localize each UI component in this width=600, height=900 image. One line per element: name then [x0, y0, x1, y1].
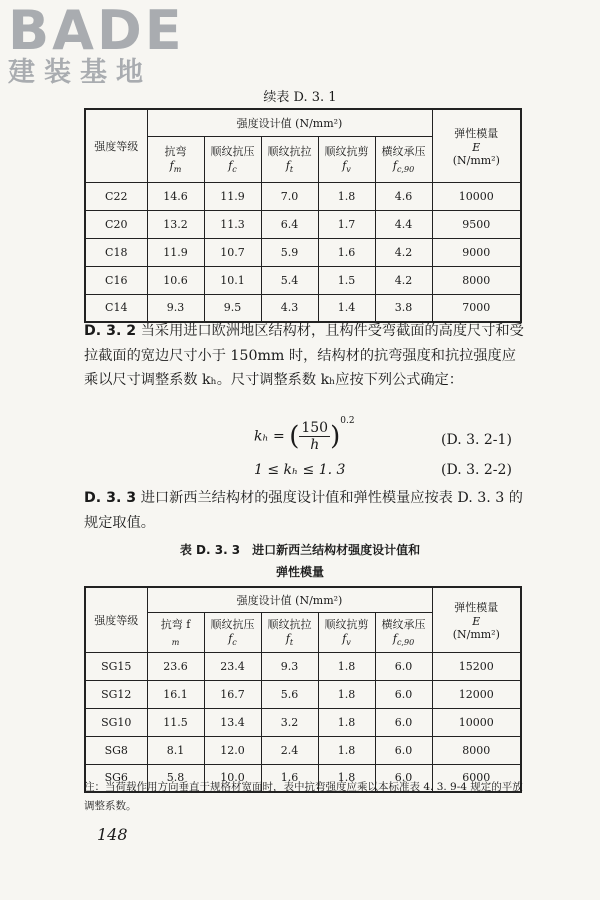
clause-number: D. 3. 2 — [84, 323, 137, 339]
grade-cell: SG8 — [85, 736, 147, 764]
value-cell: 7000 — [432, 294, 521, 322]
table-row — [85, 680, 521, 708]
column-header: 横纹承压 $f_{c,90}$ — [375, 136, 432, 182]
value-cell: 10000 — [432, 182, 521, 210]
value-cell: 5.4 — [261, 266, 318, 294]
value-cell: 10.0 — [204, 764, 261, 792]
value-cell: 1.4 — [318, 294, 375, 322]
table-row — [85, 708, 521, 736]
table-row — [85, 266, 521, 294]
column-header: 顺纹抗剪 $f_v$ — [318, 612, 375, 652]
formula-d32-2-label: (D. 3. 2-2) — [441, 462, 512, 478]
value-cell: 16.7 — [204, 680, 261, 708]
value-cell: 10000 — [432, 708, 521, 736]
table2-caption-line2: 弹性模量 — [275, 565, 324, 579]
value-cell: 4.2 — [375, 266, 432, 294]
table-row — [85, 238, 521, 266]
value-cell: 6.0 — [375, 736, 432, 764]
grade-cell: C20 — [85, 210, 147, 238]
value-cell: 11.3 — [204, 210, 261, 238]
value-cell: 23.6 — [147, 652, 204, 680]
logo-wordmark: BADE — [8, 0, 185, 62]
modulus-header: 弹性模量 E (N/mm²) — [432, 109, 521, 182]
clause-d33 — [84, 486, 524, 535]
page-number: 148 — [97, 825, 128, 844]
table1-caption: 续表 D. 3. 1 — [263, 90, 337, 105]
value-cell: 1.8 — [318, 736, 375, 764]
value-cell: 6000 — [432, 764, 521, 792]
column-header: 顺纹抗压 $f_c$ — [204, 612, 261, 652]
value-cell: 3.2 — [261, 708, 318, 736]
grade-cell: SG12 — [85, 680, 147, 708]
value-cell: 10.6 — [147, 266, 204, 294]
value-cell: 5.8 — [147, 764, 204, 792]
table2 — [84, 586, 522, 793]
value-cell: 9.3 — [261, 652, 318, 680]
value-cell: 7.0 — [261, 182, 318, 210]
clause-d32 — [84, 319, 524, 393]
strength-header: 强度设计值 (N/mm²) — [147, 587, 432, 612]
value-cell: 6.0 — [375, 652, 432, 680]
value-cell: 1.8 — [318, 764, 375, 792]
value-cell: 1.8 — [318, 652, 375, 680]
value-cell: 4.6 — [375, 182, 432, 210]
value-cell: 8000 — [432, 266, 521, 294]
value-cell: 4.2 — [375, 238, 432, 266]
grade-header: 强度等级 — [85, 587, 147, 652]
value-cell: 1.8 — [318, 680, 375, 708]
formula-d32-1: kₕ = ( $\frac{150}{h}$ )$^{0.2}$ — [254, 415, 355, 453]
value-cell: 1.6 — [318, 238, 375, 266]
value-cell: 13.4 — [204, 708, 261, 736]
formula-d32-1-label: (D. 3. 2-1) — [441, 432, 512, 448]
clause-number: D. 3. 3 — [84, 490, 137, 506]
table2-note: 注：当荷载作用方向垂直于规格材宽面时，表中抗弯强度应乘以本标准表 4. 3. 9-4 规定的平放调整系数。 — [84, 781, 523, 812]
grade-cell: C16 — [85, 266, 147, 294]
value-cell: 6.4 — [261, 210, 318, 238]
value-cell: 1.8 — [318, 708, 375, 736]
grade-header: 强度等级 — [85, 109, 147, 182]
table-row — [85, 294, 521, 322]
value-cell: 8.1 — [147, 736, 204, 764]
modulus-header: 弹性模量 E (N/mm²) — [432, 587, 521, 652]
value-cell: 11.5 — [147, 708, 204, 736]
value-cell: 11.9 — [204, 182, 261, 210]
column-header: 顺纹抗拉 $f_t$ — [261, 612, 318, 652]
value-cell: 9500 — [432, 210, 521, 238]
grade-cell: SG15 — [85, 652, 147, 680]
table-row — [85, 182, 521, 210]
clause-text: 当采用进口欧洲地区结构材，且构件受弯截面的高度尺寸和受拉截面的宽边尺寸小于 150mm 时，结构材的抗弯强度和抗拉强度应乘以尺寸调整系数 kₕ。尺寸调整系数 kₕ应按下列公式确定： — [84, 323, 524, 388]
value-cell: 4.4 — [375, 210, 432, 238]
value-cell: 11.9 — [147, 238, 204, 266]
column-header: 横纹承压 $f_{c,90}$ — [375, 612, 432, 652]
value-cell: 1.5 — [318, 266, 375, 294]
grade-cell: SG6 — [85, 764, 147, 792]
table-row — [85, 210, 521, 238]
value-cell: 16.1 — [147, 680, 204, 708]
value-cell: 1.7 — [318, 210, 375, 238]
value-cell: 12000 — [432, 680, 521, 708]
column-header: 顺纹抗压 $f_c$ — [204, 136, 261, 182]
value-cell: 9000 — [432, 238, 521, 266]
value-cell: 3.8 — [375, 294, 432, 322]
grade-cell: SG10 — [85, 708, 147, 736]
value-cell: 5.9 — [261, 238, 318, 266]
value-cell: 6.0 — [375, 708, 432, 736]
table-row — [85, 736, 521, 764]
value-cell: 2.4 — [261, 736, 318, 764]
column-header: 抗弯 $f_m$ — [147, 136, 204, 182]
clause-text: 进口新西兰结构材的强度设计值和弹性模量应按表 D. 3. 3 的规定取值。 — [84, 490, 523, 531]
value-cell: 23.4 — [204, 652, 261, 680]
logo — [8, 2, 183, 94]
value-cell: 6.0 — [375, 680, 432, 708]
value-cell: 9.3 — [147, 294, 204, 322]
formula-d32-2: 1 ≤ kₕ ≤ 1. 3 — [254, 462, 346, 478]
table1 — [84, 108, 522, 323]
value-cell: 6.0 — [375, 764, 432, 792]
table2-caption-line1: 表 D. 3. 3 进口新西兰结构材强度设计值和 — [179, 543, 421, 557]
value-cell: 4.3 — [261, 294, 318, 322]
value-cell: 9.5 — [204, 294, 261, 322]
value-cell: 10.7 — [204, 238, 261, 266]
value-cell: 14.6 — [147, 182, 204, 210]
column-header: 顺纹抗剪 $f_v$ — [318, 136, 375, 182]
value-cell: 15200 — [432, 652, 521, 680]
column-header: 抗弯 f $_m$ — [147, 612, 204, 652]
value-cell: 1.8 — [318, 182, 375, 210]
value-cell: 13.2 — [147, 210, 204, 238]
value-cell: 1.6 — [261, 764, 318, 792]
value-cell: 8000 — [432, 736, 521, 764]
logo-subtitle: 建装基地 — [8, 57, 152, 88]
grade-cell: C18 — [85, 238, 147, 266]
strength-header: 强度设计值 (N/mm²) — [147, 109, 432, 136]
value-cell: 5.6 — [261, 680, 318, 708]
grade-cell: C22 — [85, 182, 147, 210]
value-cell: 12.0 — [204, 736, 261, 764]
table-row — [85, 652, 521, 680]
column-header: 顺纹抗拉 $f_t$ — [261, 136, 318, 182]
value-cell: 10.1 — [204, 266, 261, 294]
grade-cell: C14 — [85, 294, 147, 322]
